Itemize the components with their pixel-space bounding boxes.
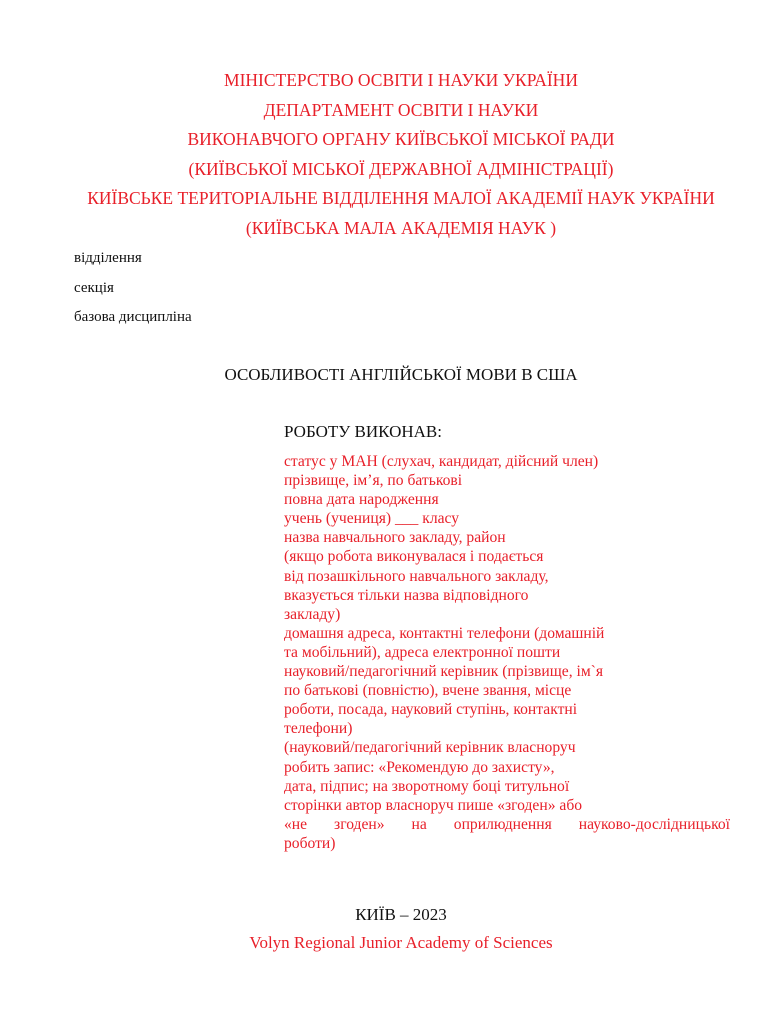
author-line: прізвище, ім’я, по батькові xyxy=(284,472,463,490)
author-line: домашня адреса, контактні телефони (домашній xyxy=(284,624,605,642)
header-line-territorial-branch: КИЇВСЬКЕ ТЕРИТОРІАЛЬНЕ ВІДДІЛЕННЯ МАЛОЇ АКАДЕМІЇ НАУК УКРАЇНИ xyxy=(87,188,715,208)
author-line: повна дата народження xyxy=(284,491,439,509)
author-line: науковий/педагогічний керівник (прізвище, ім`я xyxy=(284,663,604,681)
author-line: «не згоден» на оприлюднення науково-дослідницької xyxy=(284,815,730,833)
author-line: (якщо робота виконувалася і подається xyxy=(284,548,544,566)
author-line: закладу) xyxy=(284,605,341,623)
author-line: вказується тільки назва відповідного xyxy=(284,586,529,604)
author-line: (науковий/педагогічний керівник власноруч xyxy=(284,739,576,757)
author-line: сторінки автор власноруч пише «згоден» або xyxy=(284,796,583,814)
header-line-ministry: МІНІСТЕРСТВО ОСВІТИ І НАУКИ УКРАЇНИ xyxy=(224,70,578,90)
academy-name: Volyn Regional Junior Academy of Sciences xyxy=(249,933,553,952)
discipline-field: базова дисципліна xyxy=(74,309,192,325)
work-title: ОСОБЛИВОСТІ АНГЛІЙСЬКОЇ МОВИ В США xyxy=(224,365,578,384)
header-line-department: ДЕПАРТАМЕНТ ОСВІТИ І НАУКИ xyxy=(263,99,539,120)
author-heading: РОБОТУ ВИКОНАВ: xyxy=(284,422,442,441)
author-line: та мобільний), адреса електронної пошти xyxy=(284,643,561,661)
author-line: учень (учениця) ___ класу xyxy=(284,510,460,528)
author-line: статус у МАН (слухач, кандидат, дійсний член) xyxy=(284,453,599,470)
header-line-academy: (КИЇВСЬКА МАЛА АКАДЕМІЯ НАУК ) xyxy=(245,217,557,238)
header-line-administration: (КИЇВСЬКОЇ МІСЬКОЇ ДЕРЖАВНОЇ АДМІНІСТРАЦІЇ) xyxy=(188,158,614,179)
author-line: дата, підпис; на зворотному боці титульної xyxy=(284,777,570,795)
header-line-executive-body: ВИКОНАВЧОГО ОРГАНУ КИЇВСЬКОЇ МІСЬКОЇ РАДИ xyxy=(187,129,615,149)
author-info-block xyxy=(284,452,730,853)
ministry-header xyxy=(0,66,768,243)
classification-fields xyxy=(74,244,192,333)
city-year: КИЇВ – 2023 xyxy=(355,905,447,924)
author-line: роботи) xyxy=(284,834,336,852)
author-line: робить запис: «Рекомендую до захисту», xyxy=(284,758,555,776)
author-line: від позашкільного навчального закладу, xyxy=(284,567,549,585)
author-line: роботи, посада, науковий ступінь, контактні xyxy=(284,701,578,719)
author-line: телефони) xyxy=(284,720,353,738)
department-field: відділення xyxy=(74,250,142,266)
section-field: секція xyxy=(74,279,114,296)
author-line: по батькові (повністю), вчене звання, місце xyxy=(284,682,572,700)
author-line: назва навчального закладу, район xyxy=(284,529,506,547)
